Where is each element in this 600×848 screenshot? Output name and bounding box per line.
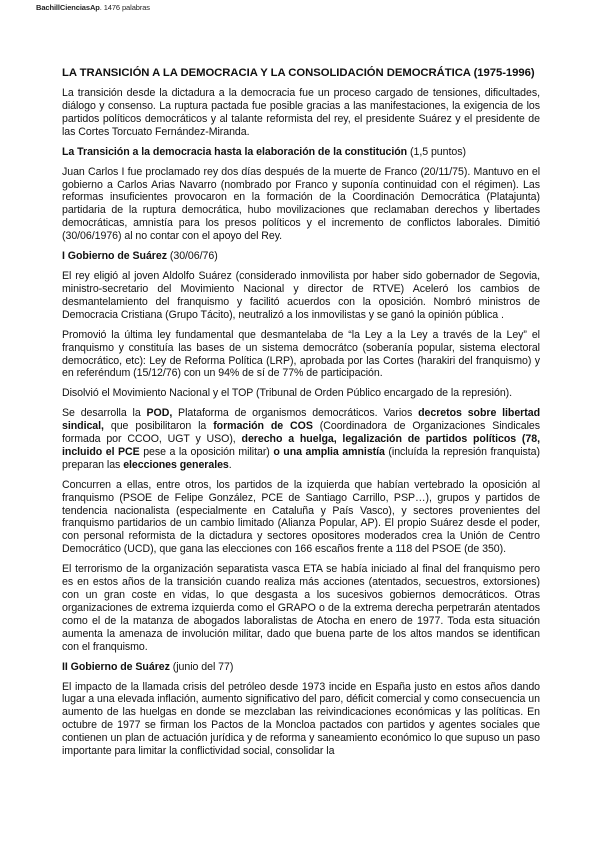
section-heading-text: I Gobierno de Suárez — [62, 250, 167, 263]
header-note: BachillCienciasAp. 1476 palabras — [36, 3, 150, 12]
paragraph-disolucion: Disolvió el Movimiento Nacional y el TOP (Tribunal de Orden Público encargado de la represión). — [62, 387, 513, 400]
paragraph-crisis-petroleo: El impacto de la llamada crisis del petróleo desde 1973 incide en España justo en estos años dando lugar a una elevada inflación, aumento significativo del paro, déficit comercial y como consecuencia un aumento de las huelgas en donde se mezclaban las reivindicaciones económicas y las políticas. En octubre de 1977 se firman los Pactos de la Moncloa pactados con partidos y agentes sociales que contienen un plan de actuación jurídica y de reforma y saneamiento económico lo que supuso un paso importante para limitar la conflictividad social, consolidar la — [62, 680, 540, 758]
section-heading-points: (1,5 puntos) — [410, 145, 466, 158]
text-run: Plataforma de organismos democráticos. Varios — [172, 407, 419, 420]
section-heading-text: La Transición a la democracia hasta la elaboración de la constitución — [62, 145, 408, 158]
bold-run: derecho a huelga, legalización de partidos políticos (78, incluido el PCE — [62, 433, 540, 458]
document-title: LA TRANSICIÓN A LA DEMOCRACIA Y LA CONSOLIDACIÓN DEMOCRÁTICA (1975-1996) — [62, 67, 535, 79]
bold-run: formación de COS — [213, 420, 313, 433]
header-source: BachillCienciasAp — [36, 3, 100, 12]
section-heading-primer-gobierno — [62, 250, 540, 263]
section-heading-text: II Gobierno de Suárez — [62, 660, 170, 673]
paragraph-ley-reforma: Promovió la última ley fundamental que desmantelaba de “la Ley a la Ley a través de la Ley” el franquismo y constituía las bases de un sistema democrátco (soberanía popular, sistema electoral democrático, etc): Ley de Reforma Política (LRP), aprobada por las Cortes (harakiri del franquismo) y en referéndum (15/12/76) con un 94% de sí de 77% de participación. — [62, 328, 540, 380]
intro-paragraph: La transición desde la dictadura a la democracia fue un proceso cargado de tensiones, dificultades, diálogo y consenso. La ruptura pactada fue posible gracias a las manifestaciones, la exigencia de los partidos políticos democráticos y al talante reformista del rey, el presidente Suárez y el presidente de las Cortes Torcuato Fernández-Miranda. — [62, 87, 540, 138]
paragraph-pod — [62, 407, 540, 472]
text-run: que posibilitaron la — [103, 420, 214, 433]
text-run: Se desarrolla la — [62, 407, 147, 420]
section-heading-segundo-gobierno — [62, 661, 540, 674]
bold-run: elecciones generales — [123, 458, 229, 471]
header-word-count: 1476 palabras — [103, 3, 150, 12]
text-run: . — [228, 458, 232, 471]
text-run: (Coordinadora de Organizaciones Sindicales formada por CCOO, UGT y USO), — [62, 420, 540, 446]
text-run: pese a la oposición militar) — [139, 445, 274, 458]
bold-run: o una amplia amnistía — [273, 445, 385, 458]
bold-run: decretos sobre libertad sindical, — [62, 407, 540, 433]
text-run: (incluída la represión franquista) preparan las — [62, 445, 540, 471]
section-heading-date: (30/06/76) — [169, 250, 218, 263]
section-heading-transicion — [62, 146, 540, 159]
paragraph-terrorismo: El terrorismo de la organización separatista vasca ETA se había iniciado al final del franquismo pero es en estos años de la transición cuando realiza más acciones (atentados, secuestros, extorsiones) con un gran coste en vidas, lo que desgasta a los sucesivos gobiernos democráticos. Otras organizaciones de extrema izquierda como el GRAPO o de la extrema derecha perpetrarán atentados como el de la matanza de abogados laboralistas de Atocha en enero de 1977. Toda esta situación aumenta la amenaza de involución militar, dado que buena parte de los altos mandos se identifican con el franquismo. — [62, 563, 540, 653]
paragraph-elecciones: Concurren a ellas, entre otros, los partidos de la izquierda que habían vertebrado la oposición al franquismo (PSOE de Felipe González, PCE de Santiago Carrillo, PSP…), grupos y partidos de tendencia nacionalista (especialmente en Cataluña y País Vasco), y sectores provenientes del franquismo partidarios de un cambio limitado (Alianza Popular, AP). El propio Suárez desde el poder, con personal reformista de la dictadura y sectores opositores moderados crea la Unión de Centro Democrático (UCD), que gana las elecciones con 166 escaños frente a 118 del PSOE (de 350). — [62, 478, 540, 556]
paragraph-suarez-elegido: El rey eligió al joven Aldolfo Suárez (considerado inmovilista por haber sido gobernador de Segovia, ministro-secretario del Movimiento Nacional y director de RTVE) Aceleró los cambios de desmantelamiento del franquismo y facilitó acuerdos con la oposición. Nombró ministros de Democracia Cristiana (Grupo Tácito), neutralizó a los inmovilistas y se ganó la opinión pública . — [62, 270, 540, 321]
bold-run: POD, — [146, 407, 173, 420]
section-heading-date: (junio del 77) — [172, 660, 234, 673]
paragraph-juan-carlos: Juan Carlos I fue proclamado rey dos días después de la muerte de Franco (20/11/75). Mantuvo en el gobierno a Carlos Arias Navarro (nombrado por Franco y suponía continuidad con el régimen). Las reformas insuficientes provocaron en la formación de la Coordinación Democrática (Platajunta) partidaria de la ruptura democrática, hubo movilizaciones que reclamaban derechos y libertades democráticas, amnistía para los presos políticos y el incremento de conflictos laborales. Dimitió (30/06/1976) al no contar con el apoyo del Rey. — [62, 165, 540, 243]
